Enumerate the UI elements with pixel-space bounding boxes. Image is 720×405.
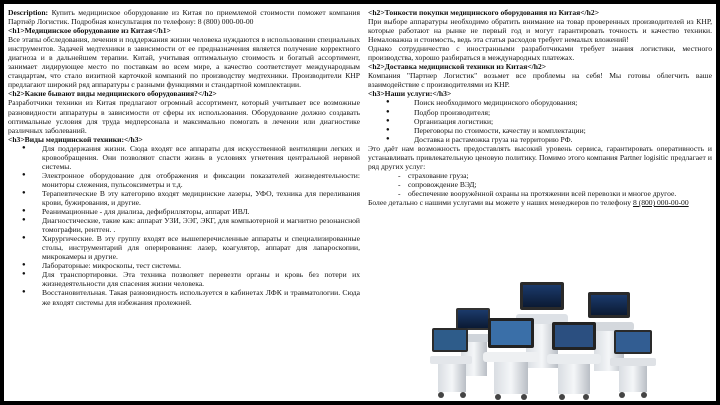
- company-paragraph: Компания "Партнер Логистик" возьмет все проблемы на себя! Мы готовы облегчить ваше взаимодействие с производителями из КНР.: [368, 71, 712, 90]
- list-item: ● Терапевтические В эту категорию входят медицинские лазеры, УФО, техника для переливания крови, бужирования, и другие.: [8, 189, 360, 207]
- services-list: [368, 98, 712, 143]
- list-item: ● Переговоры по стоимости, качеству и комплектации;: [368, 126, 712, 135]
- list-item: ● Диагностические, такие как: аппарат УЗИ, ЭЭГ, ЭКГ, для компьютерной и магнитно резонансной томографии, рентген. .: [8, 216, 360, 234]
- heading-h2-delivery: <h2>Доставка медицинской техники из Китая</h2>: [368, 62, 547, 72]
- list-item: - сопровождение ВЭД;: [368, 180, 712, 189]
- extras-list: [368, 171, 712, 198]
- contact-text: Более детально с нашими услугами вы можете у наших менеджеров по телефону: [368, 197, 632, 207]
- equipment-list: [8, 144, 360, 307]
- heading-h3-services: <h3>Наши услуги:</h3>: [368, 89, 452, 99]
- description-label: Description:: [8, 8, 49, 17]
- heading-h3-kinds: <h3>Виды медицинской техники:</h3>: [8, 134, 143, 144]
- list-item: ● Для транспортировки. Эта техника позволяет перевезти органы и кровь без потери их жизнедеятельности для спасения жизни человека.: [8, 270, 360, 288]
- heading-h1: <h1>Медицинское оборудование из Китая</h1>: [8, 26, 171, 36]
- document-page: [4, 4, 716, 401]
- machine-front-center: [483, 318, 539, 400]
- list-item: - страхование груза;: [368, 171, 712, 180]
- types-paragraph: Разработчики техники из Китая предлагают огромный ассортимент, который учитывает все возможные разновидности аппаратуры в зависимости от сферы их использования. Оборудование должно создавать оптимальные условия для труда медперсонала и максимально помогать в лечении или диагностике различных заболеваний.: [8, 98, 360, 135]
- service-level-paragraph: Это даёт нам возможность предоставлять высокий уровень сервиса, гарантировать оперативность и устанавливать привлекательную ценовую политику. Помимо этого компания Partner logisitic предлагает и ряд других услуг:: [368, 143, 712, 171]
- list-item: ● Лабораторные: микроскопы, тест системы.: [8, 261, 360, 270]
- heading-h2-types: <h2>Какие бывают виды медицинского оборудования?</h2>: [8, 89, 217, 99]
- ultrasound-machines-illustration: [428, 278, 658, 401]
- list-item: - обеспечение вооружённой охраны на протяжении всей перевозки и многое другое.: [368, 189, 712, 198]
- phone-link[interactable]: 8 (800) 000-00-00: [632, 197, 689, 207]
- list-item: ● Организация логистики;: [368, 117, 712, 126]
- description-text: Купить медицинское оборудование из Китая по приемлемой стоимости поможет компания Партнёр Логистик. Подробная консультация по телефону: 8 (800) 000-00-00: [8, 8, 360, 27]
- buying-paragraph: При выборе аппаратуры необходимо обратить внимание на товар проверенных производителей из КНР, которые работают на рынке не первый год и могут гарантировать точность и качество техники. Немаловажна и стоимость, ведь эта статья расходов требует немалых вложений!: [368, 17, 712, 45]
- machine-far-right: [610, 330, 656, 398]
- cooperation-paragraph: Однако сотрудничество с иностранными разработчиками требует знания логистики, местного производства, хорошо разбираться в международных платежах.: [368, 44, 712, 63]
- list-item: ● Восстановительная. Такая разновидность используется в кабинетах ЛФК и травматологии. Сюда же входят системы для избежания пролежней.: [8, 288, 360, 306]
- contact-paragraph: [368, 198, 712, 207]
- list-item: ● Подбор производителя;: [368, 108, 712, 117]
- heading-h2-buying: <h2>Тонкости покупки медицинского оборудования из Китая</h2>: [368, 8, 600, 17]
- list-item: ● Доставка и растаможка груза на территорию РФ.: [368, 135, 712, 144]
- list-item: ● Электронное оборудование для отображения и фиксации показателей жизнедеятельности: мониторы слежения, пульсоксиметры и т.д.: [8, 171, 360, 189]
- list-item: ● Поиск необходимого медицинского оборудования;: [368, 98, 712, 107]
- right-column: [368, 8, 712, 207]
- list-item: ● Хирургические. В эту группу входят все вышеперечисленные аппараты и специализированные столы, инструментарий для оперирования: лазер, коагулятор, аппарат для лапароскопии, микрокамеры и другие.: [8, 234, 360, 261]
- machine-front-right: [547, 322, 601, 400]
- description: [8, 8, 360, 26]
- list-item: ● Реанимационные - для диализа, дефибрилляторы, аппарат ИВЛ.: [8, 207, 360, 216]
- machine-front-left: [430, 328, 472, 398]
- list-item: ● Для поддержания жизни. Сюда входят все аппараты для искусственной вентиляции легких и кровообращения. Они позволяют спасти жизнь в условиях угнетения центральной нервной системы.: [8, 144, 360, 171]
- intro-paragraph: Все этапы обследования, лечения и поддержания жизни человека нуждаются в использовании специальных инструментов. Задачей медтехники в зависимости от ее предназначения является получение корректного диагноза и в дальнейшем терапии. Китай, учитывая оптимальную стоимость и богатый ассортимент, занимает лидирующее место по поставкам во всем мире, а качество соответствует международным стандартам, что стало визитной карточкой компаний по производству медтехники. Производители КНР предлагают широкий ряд аппаратуры с разными функциями и стандартной комплектации.: [8, 35, 360, 90]
- left-column: [8, 8, 360, 307]
